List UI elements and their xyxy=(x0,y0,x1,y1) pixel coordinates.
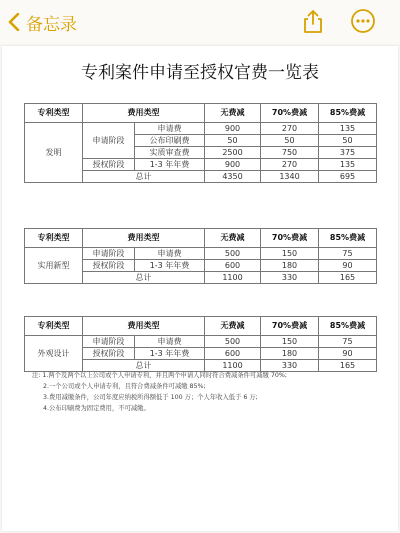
more-icon[interactable] xyxy=(350,8,376,34)
header-fee-type: 费用类型 xyxy=(83,317,205,336)
total-label: 总计 xyxy=(83,272,205,284)
table-row xyxy=(25,336,377,348)
header-patent-type: 专利类型 xyxy=(25,104,83,123)
value-none-cell: 500 xyxy=(205,336,261,348)
item-cell: 实质审查费 xyxy=(135,147,205,159)
note-line: 3.费用减缴条件，公司年度应纳税所得额低于 100 万；个人年收入低于 6 万; xyxy=(43,394,258,401)
item-cell: 1-3 年年费 xyxy=(135,159,205,171)
value-85-cell: 90 xyxy=(319,260,377,272)
value-70-cell: 750 xyxy=(261,147,319,159)
item-cell: 申请费 xyxy=(135,336,205,348)
value-85-cell: 75 xyxy=(319,336,377,348)
table-header-row xyxy=(25,104,377,123)
header-85-reduction: 85%费减 xyxy=(319,104,377,123)
header-no-reduction: 无费减 xyxy=(205,317,261,336)
total-85-cell: 165 xyxy=(319,272,377,284)
value-none-cell: 600 xyxy=(205,260,261,272)
header-patent-type: 专利类型 xyxy=(25,229,83,248)
value-70-cell: 150 xyxy=(261,248,319,260)
value-none-cell: 500 xyxy=(205,248,261,260)
back-button[interactable] xyxy=(8,9,77,35)
note-line: 4.公布印刷费为固定费用，不可减缴。 xyxy=(43,405,150,412)
value-85-cell: 375 xyxy=(319,147,377,159)
item-cell: 申请费 xyxy=(135,248,205,260)
header-70-reduction: 70%费减 xyxy=(261,229,319,248)
value-70-cell: 270 xyxy=(261,123,319,135)
value-85-cell: 135 xyxy=(319,123,377,135)
header-no-reduction: 无费减 xyxy=(205,104,261,123)
stage-cell: 申请阶段 xyxy=(83,248,135,260)
category-cell: 实用新型 xyxy=(25,248,83,284)
stage-cell: 申请阶段 xyxy=(83,336,135,348)
header-85-reduction: 85%费减 xyxy=(319,229,377,248)
item-cell: 1-3 年年费 xyxy=(135,260,205,272)
total-none-cell: 1100 xyxy=(205,360,261,372)
header-85-reduction: 85%费减 xyxy=(319,317,377,336)
stage-cell: 授权阶段 xyxy=(83,348,135,360)
header-fee-type: 费用类型 xyxy=(83,229,205,248)
value-70-cell: 180 xyxy=(261,348,319,360)
value-none-cell: 900 xyxy=(205,159,261,171)
item-cell: 1-3 年年费 xyxy=(135,348,205,360)
value-85-cell: 90 xyxy=(319,348,377,360)
fee-table-invention xyxy=(24,103,377,183)
stage-cell: 申请阶段 xyxy=(83,123,135,159)
header-70-reduction: 70%费减 xyxy=(261,317,319,336)
chevron-left-icon xyxy=(8,13,20,31)
stage-cell: 授权阶段 xyxy=(83,260,135,272)
document-image xyxy=(2,46,398,531)
total-70-cell: 330 xyxy=(261,272,319,284)
value-none-cell: 2500 xyxy=(205,147,261,159)
total-70-cell: 1340 xyxy=(261,171,319,183)
header-fee-type: 费用类型 xyxy=(83,104,205,123)
value-none-cell: 600 xyxy=(205,348,261,360)
value-70-cell: 180 xyxy=(261,260,319,272)
item-cell: 公布印刷费 xyxy=(135,135,205,147)
nav-bar xyxy=(0,0,400,44)
header-patent-type: 专利类型 xyxy=(25,317,83,336)
document-title: 专利案件申请至授权官费一览表 xyxy=(81,63,319,83)
value-none-cell: 900 xyxy=(205,123,261,135)
value-70-cell: 150 xyxy=(261,336,319,348)
value-none-cell: 50 xyxy=(205,135,261,147)
total-none-cell: 4350 xyxy=(205,171,261,183)
back-label: 备忘录 xyxy=(26,14,77,35)
header-70-reduction: 70%费减 xyxy=(261,104,319,123)
table-header-row xyxy=(25,229,377,248)
value-85-cell: 75 xyxy=(319,248,377,260)
value-70-cell: 270 xyxy=(261,159,319,171)
total-85-cell: 165 xyxy=(319,360,377,372)
total-none-cell: 1100 xyxy=(205,272,261,284)
value-85-cell: 50 xyxy=(319,135,377,147)
table-row xyxy=(25,123,377,135)
share-icon[interactable] xyxy=(300,8,326,34)
fee-table-design xyxy=(24,316,377,372)
total-70-cell: 330 xyxy=(261,360,319,372)
note-line: 2.一个公司或个人申请专利，且符合费减条件可减缴 85%; xyxy=(43,383,206,390)
note-line: 注: 1.两个及两个以上公司或个人申请专利，并且两个申请人同时符合费减条件可减缴 70%; xyxy=(32,372,287,379)
table-row xyxy=(25,248,377,260)
value-70-cell: 50 xyxy=(261,135,319,147)
value-85-cell: 135 xyxy=(319,159,377,171)
table-header-row xyxy=(25,317,377,336)
fee-table-utility-model xyxy=(24,228,377,284)
total-label: 总计 xyxy=(83,360,205,372)
category-cell: 外观设计 xyxy=(25,336,83,372)
notes xyxy=(32,370,382,414)
category-cell: 发明 xyxy=(25,123,83,183)
stage-cell: 授权阶段 xyxy=(83,159,135,171)
total-85-cell: 695 xyxy=(319,171,377,183)
item-cell: 申请费 xyxy=(135,123,205,135)
header-no-reduction: 无费减 xyxy=(205,229,261,248)
total-label: 总计 xyxy=(83,171,205,183)
